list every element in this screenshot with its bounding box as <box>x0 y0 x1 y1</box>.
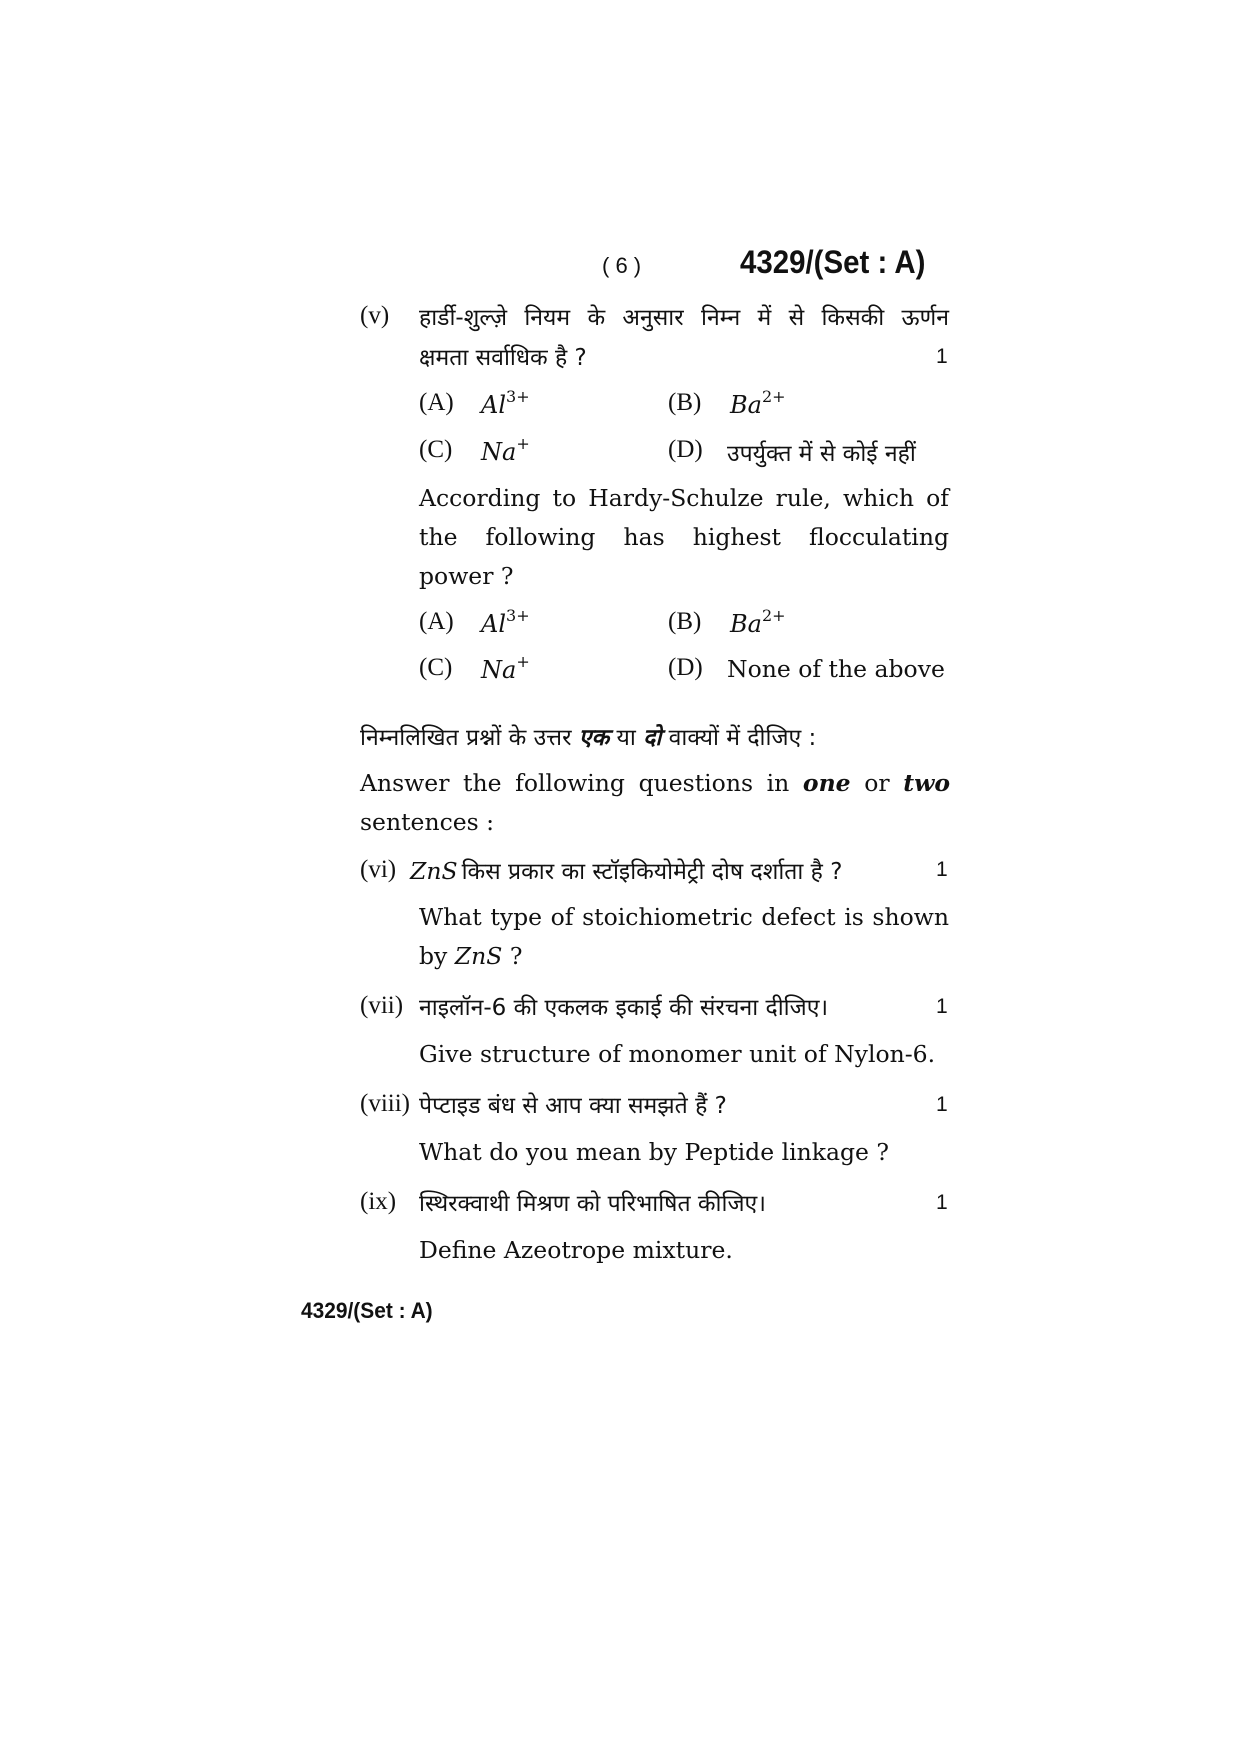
marks: 1 <box>936 1093 948 1116</box>
page-number: ( 6 ) <box>602 253 642 278</box>
question-hindi: पेप्टाइड बंध से आप क्या समझते हैं ? <box>419 1093 727 1119</box>
question-english-line-1: What type of stoichiometric defect is shown <box>419 903 949 931</box>
instruction-english-line-2: sentences : <box>360 808 495 836</box>
option-d-value: उपर्युक्त में से कोई नहीं <box>727 441 916 467</box>
marks: 1 <box>936 858 948 881</box>
instruction-english-line-1: Answer the following questions in one or two <box>360 769 950 797</box>
question-hindi-line-2: क्षमता सर्वाधिक है ? <box>419 345 587 371</box>
question-hindi: स्थिरक्वाथी मिश्रण को परिभाषित कीजिए। <box>419 1191 766 1217</box>
question-english-line-3: power ? <box>419 562 514 590</box>
option-label: (A) <box>419 389 454 416</box>
option-d-value: None of the above <box>727 655 945 683</box>
option-b-value: $Ba^{2+}$ <box>730 387 786 419</box>
question-english-line-1: According to Hardy-Schulze rule, which of <box>419 484 949 512</box>
option-label: (D) <box>668 436 703 463</box>
question-english-line-2: the following has highest flocculating <box>419 523 949 551</box>
marks: 1 <box>936 345 948 368</box>
question-number: (viii) <box>360 1090 410 1117</box>
question-english-line-2: by ZnS ? <box>419 942 523 970</box>
question-english: Give structure of monomer unit of Nylon-6. <box>419 1040 936 1068</box>
option-c-value: Na+ <box>481 434 530 466</box>
option-b-value: $Ba^{2+}$ <box>730 606 786 638</box>
option-label: (A) <box>419 608 454 635</box>
question-number: (v) <box>360 302 390 329</box>
option-label: (B) <box>668 608 702 635</box>
question-number: (vii) <box>360 992 404 1019</box>
option-label: (D) <box>668 654 703 681</box>
option-c-value: Na+ <box>481 652 530 684</box>
question-english: What do you mean by Peptide linkage ? <box>419 1138 890 1166</box>
question-number: (ix) <box>360 1188 397 1215</box>
question-number: (vi) <box>360 856 397 883</box>
question-hindi: ZnS किस प्रकार का स्टॉइकियोमेट्री दोष दर्शाता है ? <box>410 857 843 885</box>
marks: 1 <box>936 995 948 1018</box>
instruction-hindi: निम्नलिखित प्रश्नों के उत्तर एक या दो वाक्यों में दीजिए : <box>360 725 817 751</box>
option-a-value: $Al^{3+}$ <box>481 606 530 638</box>
marks: 1 <box>936 1191 948 1214</box>
paper-code-footer: 4329/(Set : A) <box>301 1298 433 1323</box>
option-label: (B) <box>668 389 702 416</box>
option-label: (C) <box>419 436 453 463</box>
question-hindi-line-1: हार्डी-शुल्ज़े नियम के अनुसार निम्न में से किसकी ऊर्णन <box>419 305 949 331</box>
paper-code-header: 4329/(Set : A) <box>740 244 926 280</box>
option-label: (C) <box>419 654 453 681</box>
question-english: Define Azeotrope mixture. <box>419 1236 733 1264</box>
option-a-value: $Al^{3+}$ <box>481 387 530 419</box>
question-hindi: नाइलॉन-6 की एकलक इकाई की संरचना दीजिए। <box>419 995 829 1021</box>
